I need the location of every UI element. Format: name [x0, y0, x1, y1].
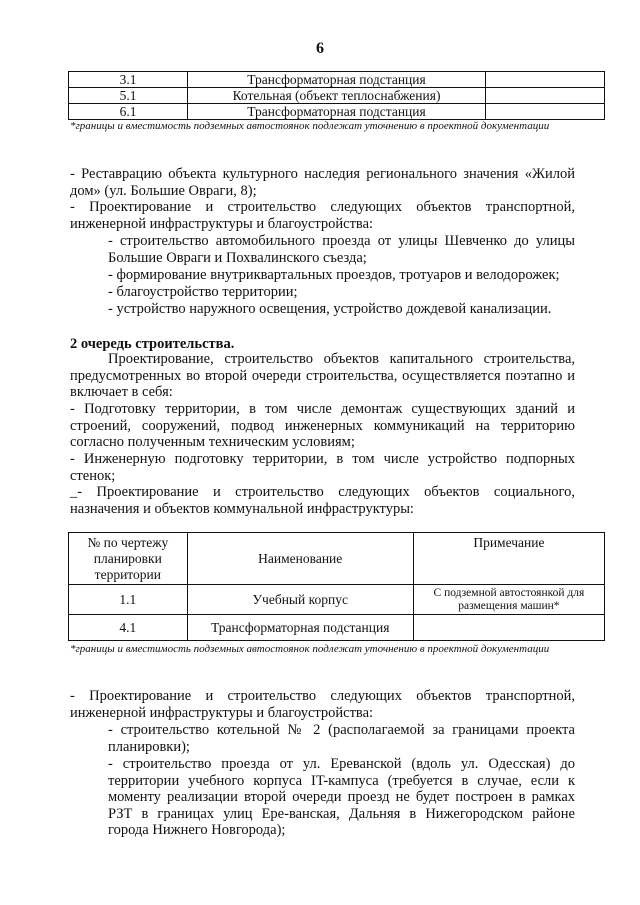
column-header-name: Наименование: [187, 533, 413, 585]
paragraph-engineering-preparation: - Инженерную подготовку территории, в том числе устройство подпорных стенок;: [70, 451, 575, 484]
paragraph-social-objects: _- Проектирование и строительство следующих объектов социального, назначения и объектов коммунальной инфраструктуры:: [70, 484, 575, 517]
table-cell-number: 4.1: [69, 615, 188, 641]
list-item: - благоустройство территории;: [108, 284, 298, 300]
table-cell-number: 3.1: [69, 72, 188, 88]
table-cell-number: 5.1: [69, 88, 188, 104]
section-heading: 2 очередь строительства.: [70, 336, 235, 352]
table-header-row: [69, 533, 605, 585]
column-header-number: № по чертежу планировки территории: [69, 533, 188, 585]
paragraph-site-preparation: - Подготовку территории, в том числе демонтаж существующих зданий и строений, сооружений, подвод инженерных коммуникаций на территорию согласно полученным техническим условиям;: [70, 401, 575, 450]
table-row: [69, 615, 605, 641]
list-item: - строительство котельной № 2 (располагаемой за границами проекта планировки);: [108, 722, 575, 755]
objects-table: [68, 532, 605, 641]
table-cell-note: [413, 615, 604, 641]
table-cell-name: Котельная (объект теплоснабжения): [188, 88, 486, 104]
table-cell-note: [486, 104, 605, 120]
table-cell-name: Трансформаторная подстанция: [188, 104, 486, 120]
paragraph-transport-infrastructure: - Проектирование и строительство следующих объектов транспортной, инженерной инфраструктуры и благоустройства:: [70, 199, 575, 232]
table-row: [69, 104, 605, 120]
table-cell-number: 6.1: [69, 104, 188, 120]
paragraph-transport-infrastructure-2: - Проектирование и строительство следующих объектов транспортной, инженерной инфраструктуры и благоустройства:: [70, 688, 575, 721]
list-item: - строительство автомобильного проезда от улицы Шевченко до улицы Большие Овраги и Похвалинского съезда;: [108, 233, 575, 266]
paragraph-intro: Проектирование, строительство объектов капитального строительства, предусмотренных во второй очереди строительства, осуществляется поэтапно и включает в себя:: [70, 351, 575, 400]
table-cell-name: Трансформаторная подстанция: [187, 615, 413, 641]
table-footnote: *границы и вместимость подземных автостоянок подлежат уточнению в проектной документации: [70, 120, 550, 132]
table-row: [69, 88, 605, 104]
list-item: - строительство проезда от ул. Ереванской (вдоль ул. Одесская) до территории учебного корпуса IT-кампуса (требуется в случае, если к моменту реализации второй очереди проезд не будет построен в рамках РЗТ в границах улиц Ере-ванская, Дальняя в Нижегородском районе города Нижнего Новгорода);: [108, 756, 575, 838]
table-row: [69, 585, 605, 615]
table-cell-note: [486, 88, 605, 104]
table-cell-name: Трансформаторная подстанция: [188, 72, 486, 88]
table-cell-note: С подземной автостоянкой для размещения машин*: [413, 585, 604, 615]
table-footnote: *границы и вместимость подземных автостоянок подлежат уточнению в проектной документации: [70, 643, 550, 655]
table-cell-number: 1.1: [69, 585, 188, 615]
page-number: 6: [316, 40, 324, 57]
list-item: - устройство наружного освещения, устройство дождевой канализации.: [108, 301, 552, 317]
list-item: - формирование внутриквартальных проездов, тротуаров и велодорожек;: [108, 267, 560, 283]
objects-table-continued: [68, 71, 605, 120]
table-cell-note: [486, 72, 605, 88]
paragraph-restoration: - Реставрацию объекта культурного наследия регионального значения «Жилой дом» (ул. Большие Овраги, 8);: [70, 166, 575, 199]
column-header-note: Примечание: [413, 533, 604, 585]
table-row: [69, 72, 605, 88]
table-cell-name: Учебный корпус: [187, 585, 413, 615]
